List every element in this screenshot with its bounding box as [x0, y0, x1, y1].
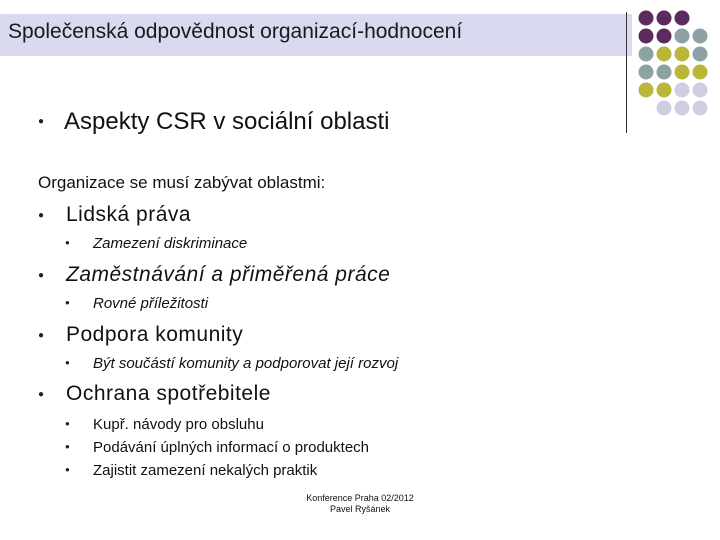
section-heading: Zaměstnávání a přiměřená práce [66, 263, 391, 286]
bullet-icon: ● [65, 419, 70, 428]
bullet-icon: ● [38, 116, 45, 127]
bullet-icon: ● [38, 270, 45, 281]
decor-dot [693, 29, 708, 44]
decor-dot [675, 47, 690, 62]
section-item: Zajistit zamezení nekalých praktik [93, 462, 318, 479]
decor-dot [657, 65, 672, 80]
bullet-icon: ● [38, 330, 45, 341]
decor-dot [693, 47, 708, 62]
bullet-icon: ● [38, 210, 45, 221]
bullet-icon: ● [65, 238, 70, 247]
footer-line: Konference Praha 02/2012 [306, 493, 414, 503]
section-heading: Podpora komunity [66, 323, 244, 346]
decor-dot [657, 11, 672, 26]
decor-dot [639, 47, 654, 62]
section-item: Podávání úplných informací o produktech [93, 439, 369, 456]
section-heading: Lidská práva [66, 203, 192, 226]
section-item: Zamezení diskriminace [93, 235, 248, 252]
intro-text: Organizace se musí zabývat oblastmi: [38, 173, 326, 192]
decor-dot [693, 83, 708, 98]
bullet-icon: ● [65, 465, 70, 474]
subheading: Aspekty CSR v sociální oblasti [64, 108, 390, 135]
section-item: Kupř. návody pro obsluhu [93, 416, 264, 433]
decor-dot [657, 47, 672, 62]
decor-dot [675, 83, 690, 98]
decor-dot [657, 101, 672, 116]
bullet-icon: ● [65, 358, 70, 367]
bullet-icon: ● [38, 389, 45, 400]
footer-line: Pavel Ryšánek [329, 504, 391, 514]
decor-dot [639, 29, 654, 44]
decor-dot [675, 101, 690, 116]
footer [260, 493, 460, 515]
title-bar [0, 14, 632, 56]
decor-dot [675, 65, 690, 80]
page-title: Společenská odpovědnost organizací-hodnocení [8, 20, 463, 43]
decor-dot [675, 11, 690, 26]
decor-dot [639, 83, 654, 98]
decor-dot [693, 65, 708, 80]
vertical-divider [626, 12, 627, 133]
decor-dot [657, 83, 672, 98]
section-heading: Ochrana spotřebitele [66, 382, 271, 405]
decor-dot [657, 29, 672, 44]
decor-dot [639, 11, 654, 26]
section-item: Rovné příležitosti [93, 295, 209, 312]
bullet-icon: ● [65, 298, 70, 307]
decor-dot [675, 29, 690, 44]
bullet-icon: ● [65, 442, 70, 451]
decor-dot [693, 101, 708, 116]
section-item: Být součástí komunity a podporovat její rozvoj [93, 355, 399, 372]
decor-dot [639, 65, 654, 80]
